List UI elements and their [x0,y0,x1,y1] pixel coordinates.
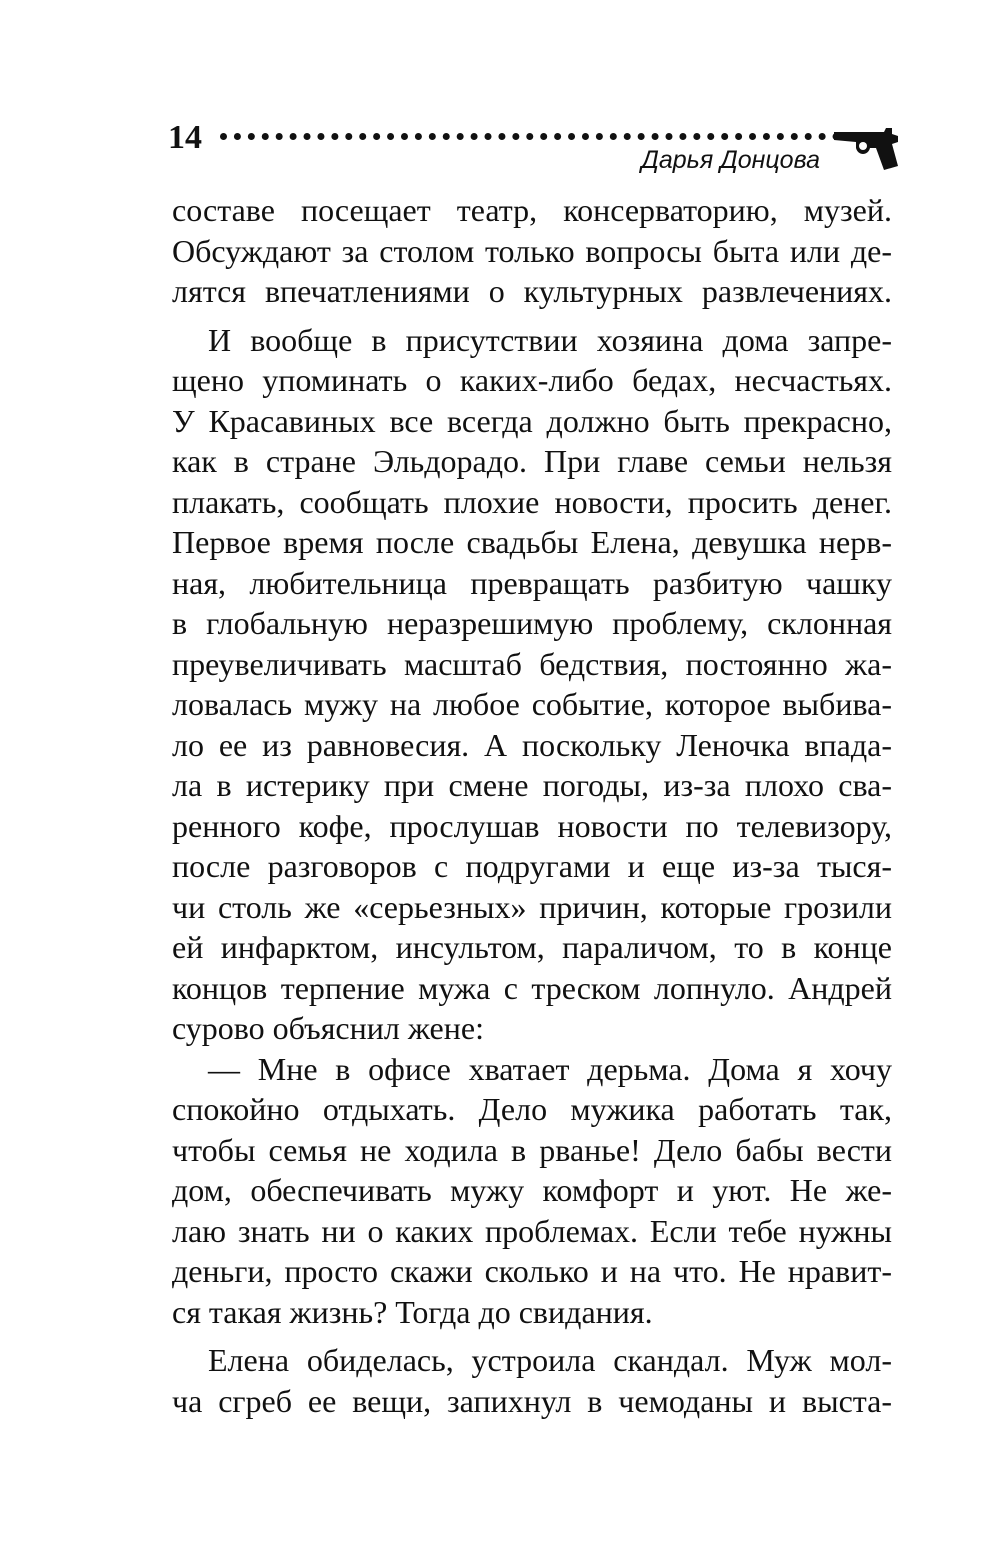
revolver-icon [832,126,902,172]
text-line: И вообще в присутствии хозяина дома запре- [208,321,892,358]
text-line: У Красавиных все всегда должно быть прекрасно, [172,402,892,439]
text-line: плакать, сообщать плохие новости, просить денег. [172,483,892,520]
text-line: лятся впечатлениями о культурных развлечениях. [172,273,892,309]
text-line: преувеличивать масштаб бедствия, постоянно жа- [172,645,892,682]
running-title: Дарья Донцова [641,146,820,174]
text-line: сурово объяснил жене: [172,1010,484,1046]
paragraph-3 [172,1049,892,1333]
text-line: ей инфарктом, инсультом, параличом, то в конце [172,929,892,965]
text-line: Первое время после свадьбы Елена, девушка нерв- [172,524,892,560]
text-line: ла в истерику при смене погоды, из-за плохо сва- [172,767,892,803]
text-line: как в стране Эльдорадо. При главе семьи нельзя [172,443,892,479]
paragraph-gap [172,1332,892,1340]
text-line: Елена обиделась, устроила скандал. Муж мол- [208,1342,892,1378]
text-line: Обсуждают за столом только вопросы быта или де- [172,232,892,269]
body-text [172,190,892,1421]
page-number: 14 [168,119,202,156]
paragraph-4 [172,1340,892,1421]
text-line: ная, любительница превращать разбитую чашку [172,564,892,601]
text-line: чтобы семья не ходила в рванье! Дело бабы вести [172,1131,892,1168]
text-line: лаю знать ни о каких проблемах. Если тебе нужны [172,1212,892,1249]
text-line: составе посещает театр, консерваторию, музей. [172,192,892,228]
text-line: дом, обеспечивать мужу комфорт и уют. Не же- [172,1172,892,1208]
text-line: чи столь же «серьезных» причин, которые грозили [172,888,892,925]
paragraph-gap [172,312,892,320]
text-line: ло ее из равновесия. А поскольку Леночка впада- [172,726,892,763]
paragraph-1 [172,190,892,312]
header-dotted-rule [220,133,840,140]
text-line: ренного кофе, прослушав новости по телевизору, [172,807,892,844]
text-line: ча сгреб ее вещи, запихнул в чемоданы и выста- [172,1382,892,1419]
text-line: после разговоров с подругами и еще из-за тыся- [172,848,892,884]
text-line: щено упоминать о каких-либо бедах, несчастьях. [172,362,892,398]
text-line: деньги, просто скажи сколько и на что. Не нравит- [172,1253,892,1289]
text-line: ся такая жизнь? Тогда до свидания. [172,1293,653,1330]
paragraph-2 [172,320,892,1049]
text-line: ловалась мужу на любое событие, которое выбива- [172,686,892,722]
text-line: спокойно отдыхать. Дело мужика работать так, [172,1091,892,1127]
text-line: в глобальную неразрешимую проблему, склонная [172,605,892,641]
text-line: концов терпение мужа с треском лопнуло. Андрей [172,969,892,1006]
text-line: — Мне в офисе хватает дерьма. Дома я хочу [208,1050,892,1087]
